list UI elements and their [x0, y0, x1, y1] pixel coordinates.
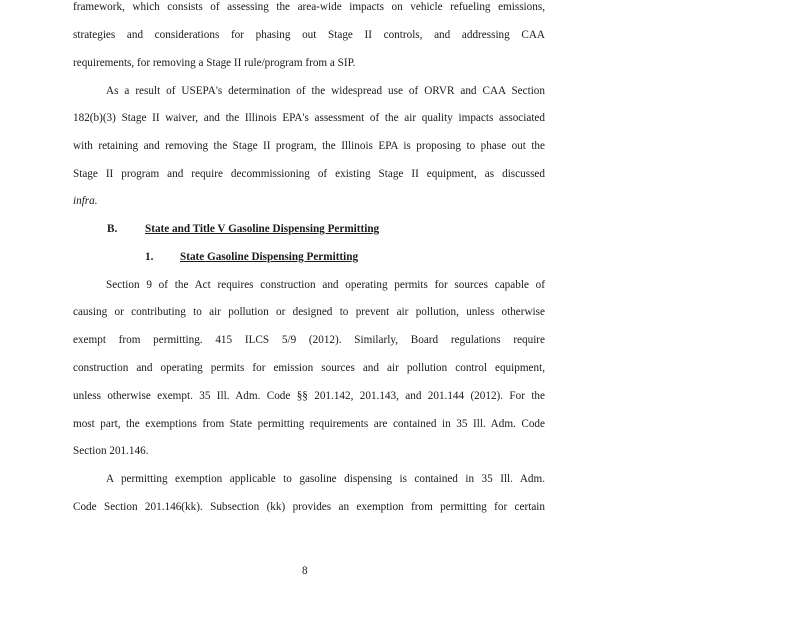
body-line: Section 9 of the Act requires construction and operating permits for sources capable of — [106, 279, 545, 291]
body-line: framework, which consists of assessing the area-wide impacts on vehicle refueling emissions, — [73, 1, 545, 13]
body-line: unless otherwise exempt. 35 Ill. Adm. Code §§ 201.142, 201.143, and 201.144 (2012). For the — [73, 390, 545, 402]
section-label: B. — [107, 223, 118, 235]
body-line: infra. — [73, 195, 98, 207]
body-line: strategies and considerations for phasing out Stage II controls, and addressing CAA — [73, 29, 545, 41]
section-heading-b — [107, 222, 379, 236]
body-line: construction and operating permits for emission sources and air pollution control equipment, — [73, 362, 545, 374]
page-number: 8 — [302, 565, 308, 577]
body-line: Code Section 201.146(kk). Subsection (kk) provides an exemption from permitting for certain — [73, 501, 545, 513]
body-line: Section 201.146. — [73, 445, 149, 457]
body-line: with retaining and removing the Stage II program, the Illinois EPA is proposing to phase out the — [73, 140, 545, 152]
section-title: State and Title V Gasoline Dispensing Permitting — [145, 223, 380, 235]
body-line: 182(b)(3) Stage II waiver, and the Illinois EPA's assessment of the air quality impacts associated — [73, 112, 545, 124]
body-line: As a result of USEPA's determination of the widespread use of ORVR and CAA Section — [106, 85, 545, 97]
body-line: requirements, for removing a Stage II rule/program from a SIP. — [73, 57, 356, 69]
subsection-label: 1. — [145, 251, 154, 263]
body-line: Stage II program and require decommissioning of existing Stage II equipment, as discussed — [73, 168, 545, 180]
body-line: most part, the exemptions from State permitting requirements are contained in 35 Ill. Adm. Code — [73, 418, 545, 430]
body-line: causing or contributing to air pollution or designed to prevent air pollution, unless otherwise — [73, 306, 545, 318]
subsection-title: State Gasoline Dispensing Permitting — [180, 251, 359, 263]
subsection-heading-1 — [145, 250, 358, 264]
body-line: exempt from permitting. 415 ILCS 5/9 (2012). Similarly, Board regulations require — [73, 334, 545, 346]
body-line: A permitting exemption applicable to gasoline dispensing is contained in 35 Ill. Adm. — [106, 473, 545, 485]
